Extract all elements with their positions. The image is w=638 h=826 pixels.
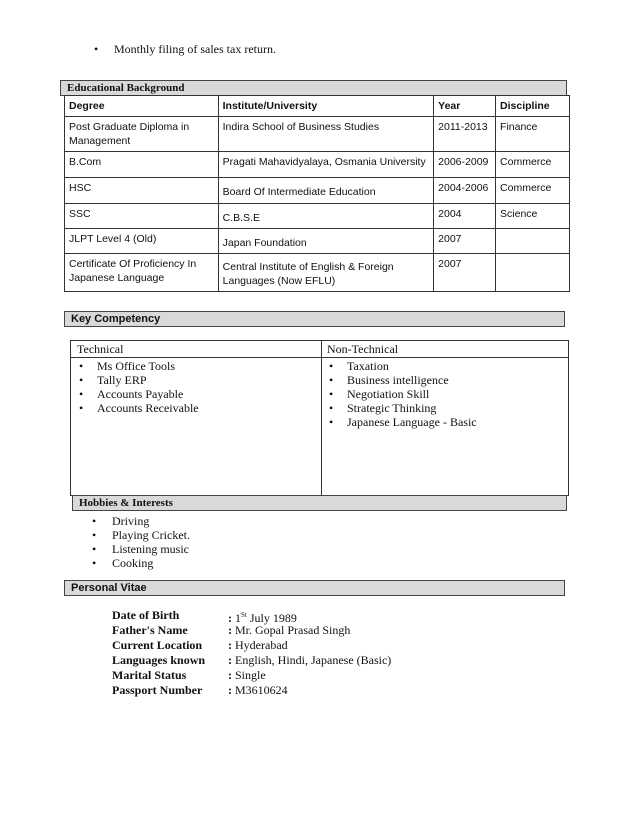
table-row: HSC Board Of Intermediate Education 2004-2006 Commerce [65, 178, 570, 204]
vitae-section-header: Personal Vitae [64, 580, 565, 596]
technical-column-header: Technical [71, 341, 321, 358]
list-item: • Playing Cricket. [92, 528, 190, 542]
list-item: • Cooking [92, 556, 190, 570]
list-item: • Ms Office Tools [71, 359, 199, 373]
list-item: • Accounts Receivable [71, 401, 199, 415]
table-row: JLPT Level 4 (Old) Japan Foundation 2007 [65, 229, 570, 254]
hobbies-section-header: Hobbies & Interests [72, 495, 567, 511]
list-item: • Japanese Language - Basic [321, 415, 477, 429]
non-technical-skills-list [321, 359, 477, 429]
list-item: • Accounts Payable [71, 387, 199, 401]
list-item: • Taxation [321, 359, 477, 373]
header-degree: Degree [65, 96, 219, 117]
education-table [64, 95, 570, 292]
list-item: • Driving [92, 514, 190, 528]
bullet-icon: • [94, 42, 99, 56]
competency-table [70, 340, 569, 496]
table-row: B.Com Pragati Mahavidyalaya, Osmania University 2006-2009 Commerce [65, 152, 570, 178]
education-section-header: Educational Background [60, 80, 567, 96]
competency-section-header: Key Competency [64, 311, 565, 327]
education-header-row [65, 96, 570, 117]
header-discipline: Discipline [496, 96, 570, 117]
table-row: SSC C.B.S.E 2004 Science [65, 204, 570, 229]
list-item: • Business intelligence [321, 373, 477, 387]
non-technical-column-header: Non-Technical [321, 341, 568, 358]
header-year: Year [434, 96, 496, 117]
table-row: Certificate Of Proficiency In Japanese Language Central Institute of English & Foreign Languages (Now EFLU) 2007 [65, 254, 570, 292]
technical-skills-list [71, 359, 199, 415]
list-item: • Strategic Thinking [321, 401, 477, 415]
hobbies-list [92, 514, 190, 570]
header-institute: Institute/University [218, 96, 434, 117]
table-row: Post Graduate Diploma in Management Indira School of Business Studies 2011-2013 Finance [65, 117, 570, 152]
list-item: • Listening music [92, 542, 190, 556]
list-item: • Negotiation Skill [321, 387, 477, 401]
list-item: • Tally ERP [71, 373, 199, 387]
